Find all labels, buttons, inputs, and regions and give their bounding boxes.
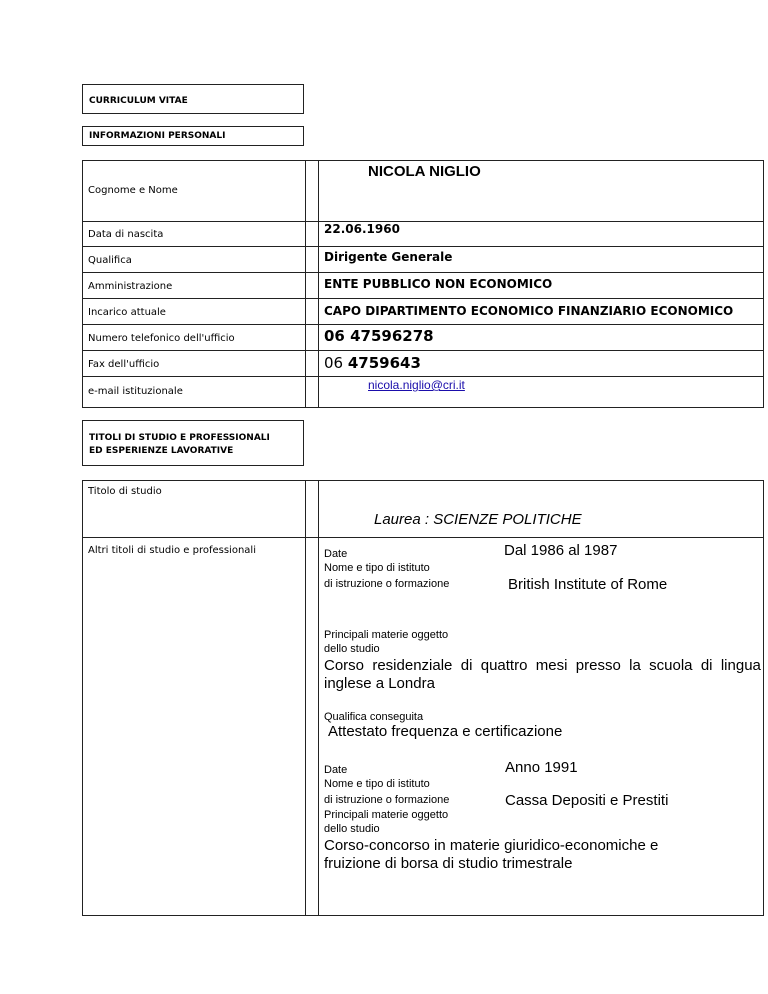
entry1-subjects-value-2: inglese a Londra [324,675,435,692]
entry1-inst-value: British Institute of Rome [508,576,668,593]
qualification-value: Dirigente Generale [324,250,453,264]
fax-prefix: 06 [324,354,348,372]
entry2-inst-label-2: di istruzione o formazione [324,794,450,806]
name-label: Cognome e Nome [88,185,178,196]
studies-col-divider-1 [305,480,306,916]
entry2-inst-value: Cassa Depositi e Prestiti [505,792,669,809]
personal-col-divider-2 [318,160,319,408]
row-divider [82,376,764,377]
entry2-subjects-label-2: dello studio [324,823,380,835]
name-value: NICOLA NIGLIO [368,163,481,180]
entry1-qual-label: Qualifica conseguita [324,711,424,723]
administration-value: ENTE PUBBLICO NON ECONOMICO [324,277,553,291]
studies-header-line1: TITOLI DI STUDIO E PROFESSIONALI [89,433,270,443]
administration-label: Amministrazione [88,281,173,292]
degree-value: Laurea : SCIENZE POLITICHE [374,511,582,528]
other-titles-label: Altri titoli di studio e professionali [88,545,256,556]
fax-number: 4759643 [347,354,421,372]
entry1-subjects-label-1: Principali materie oggetto [324,629,449,641]
cv-header: CURRICULUM VITAE [89,96,188,106]
current-role-value: CAPO DIPARTIMENTO ECONOMICO FINANZIARIO ECONOMICO [324,304,734,318]
office-fax-value [324,354,421,372]
office-phone-value: 06 47596278 [324,327,434,345]
personal-header-box [82,126,304,146]
entry2-subjects-value-1: Corso-concorso in materie giuridico-economiche e [324,837,659,854]
entry2-date-value: Anno 1991 [505,759,578,776]
studies-header-box [82,420,304,466]
studies-col-divider-2 [318,480,319,916]
personal-header: INFORMAZIONI PERSONALI [89,131,226,141]
entry2-inst-label-1: Nome e tipo di istituto [324,778,430,790]
office-fax-label: Fax dell'ufficio [88,359,160,370]
entry2-subjects-value-2: fruizione di borsa di studio trimestrale [324,855,573,872]
entry2-date-label: Date [324,764,348,776]
row-divider [82,537,764,538]
cv-header-box [82,84,304,114]
row-divider [82,350,764,351]
entry1-inst-label-1: Nome e tipo di istituto [324,562,430,574]
entry1-inst-label-2: di istruzione o formazione [324,578,450,590]
entry2-subjects-label-1: Principali materie oggetto [324,809,449,821]
row-divider [82,324,764,325]
email-link[interactable]: nicola.niglio@cri.it [368,378,465,392]
office-phone-label: Numero telefonico dell'ufficio [88,333,235,344]
row-divider [82,298,764,299]
entry1-date-value: Dal 1986 al 1987 [504,542,618,559]
studies-header-line2: ED ESPERIENZE LAVORATIVE [89,446,234,456]
email-label: e-mail istituzionale [88,386,183,397]
row-divider [82,272,764,273]
personal-col-divider-1 [305,160,306,408]
degree-label: Titolo di studio [88,486,162,497]
entry1-subjects-label-2: dello studio [324,643,380,655]
row-divider [82,246,764,247]
qualification-label: Qualifica [88,255,132,266]
birth-date-label: Data di nascita [88,229,164,240]
row-divider [82,221,764,222]
entry1-date-label: Date [324,548,348,560]
birth-date-value: 22.06.1960 [324,222,400,236]
current-role-label: Incarico attuale [88,307,166,318]
entry1-subjects-value-1: Corso residenziale di quattro mesi presso la scuola di lingua [324,657,761,674]
entry1-qual-value: Attestato frequenza e certificazione [328,723,563,740]
